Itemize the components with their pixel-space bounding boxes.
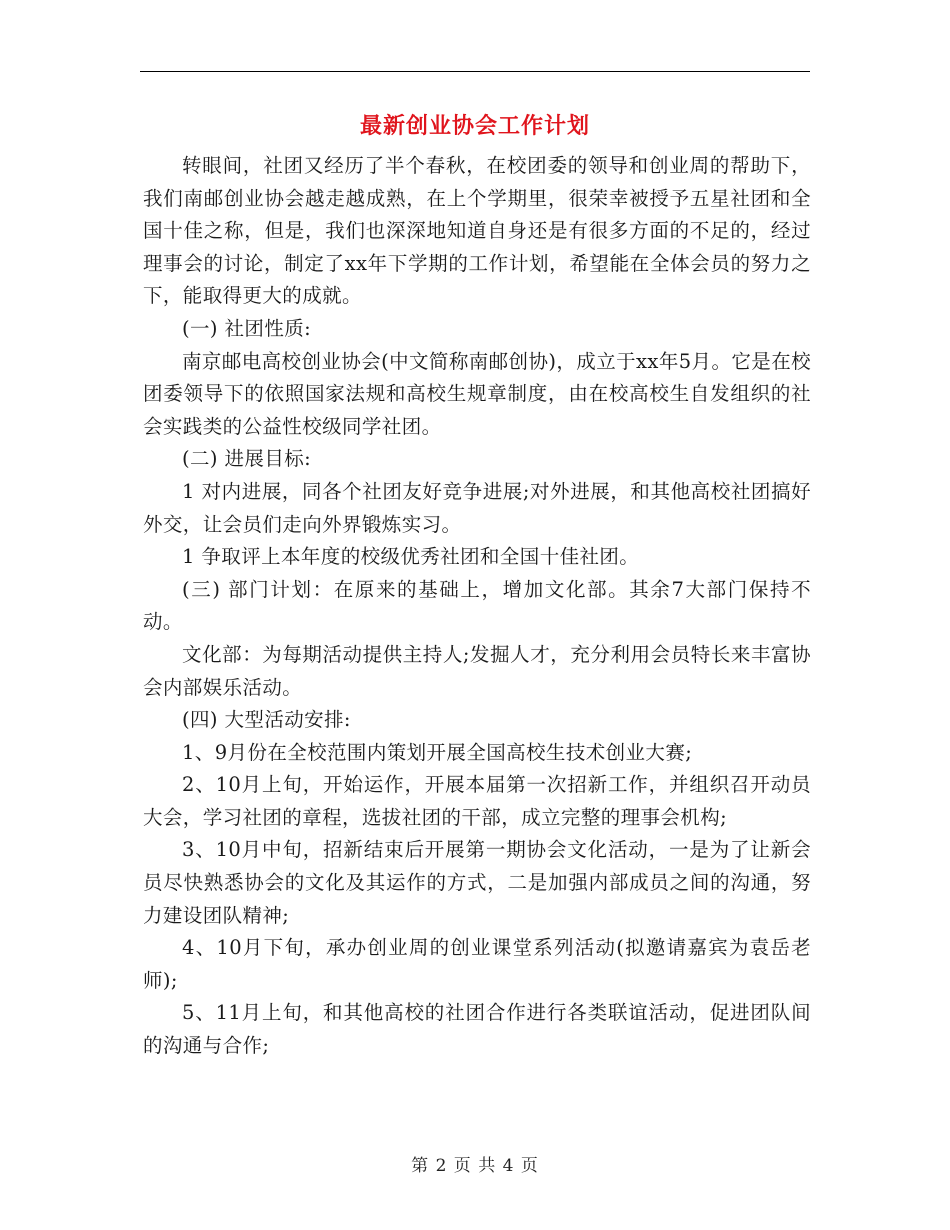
paragraph-goal-1: 1 对内进展，同各个社团友好竞争进展;对外进展，和其他高校社团搞好外交，让会员们走向外界锻炼实习。 xyxy=(143,479,811,536)
activity-item: 2、10月上旬，开始运作，开展本届第一次招新工作，并组织召开动员大会，学习社团的章程，选拔社团的干部，成立完整的理事会机构; xyxy=(143,773,811,829)
activity-item: 3、10月中旬，招新结束后开展第一期协会文化活动，一是为了让新会员尽快熟悉协会的文化及其运作的方式，二是加强内部成员之间的沟通，努力建设团队精神; xyxy=(143,838,811,927)
paragraph-intro: 转眼间，社团又经历了半个春秋，在校团委的领导和创业周的帮助下，我们南邮创业协会越走越成熟，在上个学期里，很荣幸被授予五星社团和全国十佳之称，但是，我们也深深地知道自身还是有很多方面的不足的，经过理事会的讨论，制定了xx年下学期的工作计划，希望能在全体会员的努力之下，能取得更大的成就。 xyxy=(143,154,811,308)
page-number: 第 2 页 共 4 页 xyxy=(411,1156,539,1176)
activity-item: 5、11月上旬，和其他高校的社团合作进行各类联谊活动，促进团队间的沟通与合作; xyxy=(143,1001,811,1058)
document-body xyxy=(143,150,811,1063)
document-title: 最新创业协会工作计划 xyxy=(359,113,590,139)
heading-activities: (四) 大型活动安排: xyxy=(182,708,351,732)
header-rule xyxy=(140,71,810,72)
paragraph-nature: 南京邮电高校创业协会(中文简称南邮创协)，成立于xx年5月。它是在校团委领导下的依照国家法规和高校生规章制度，由在校高校生自发组织的社会实践类的公益性校级同学社团。 xyxy=(143,349,811,438)
activity-item: 4、10月下旬，承办创业周的创业课堂系列活动(拟邀请嘉宾为袁岳老师); xyxy=(143,936,811,992)
heading-goals: (二) 进展目标: xyxy=(182,447,312,471)
activity-item: 1、9月份在全校范围内策划开展全国高校生技术创业大赛; xyxy=(182,740,693,764)
paragraph-culture-dept: 文化部：为每期活动提供主持人;发掘人才，充分利用会员特长来丰富协会内部娱乐活动。 xyxy=(143,642,811,699)
paragraph-department-plan: (三) 部门计划：在原来的基础上，增加文化部。其余7大部门保持不动。 xyxy=(143,577,811,634)
heading-nature: (一) 社团性质: xyxy=(182,316,312,340)
paragraph-goal-2: 1 争取评上本年度的校级优秀社团和全国十佳社团。 xyxy=(182,545,640,569)
